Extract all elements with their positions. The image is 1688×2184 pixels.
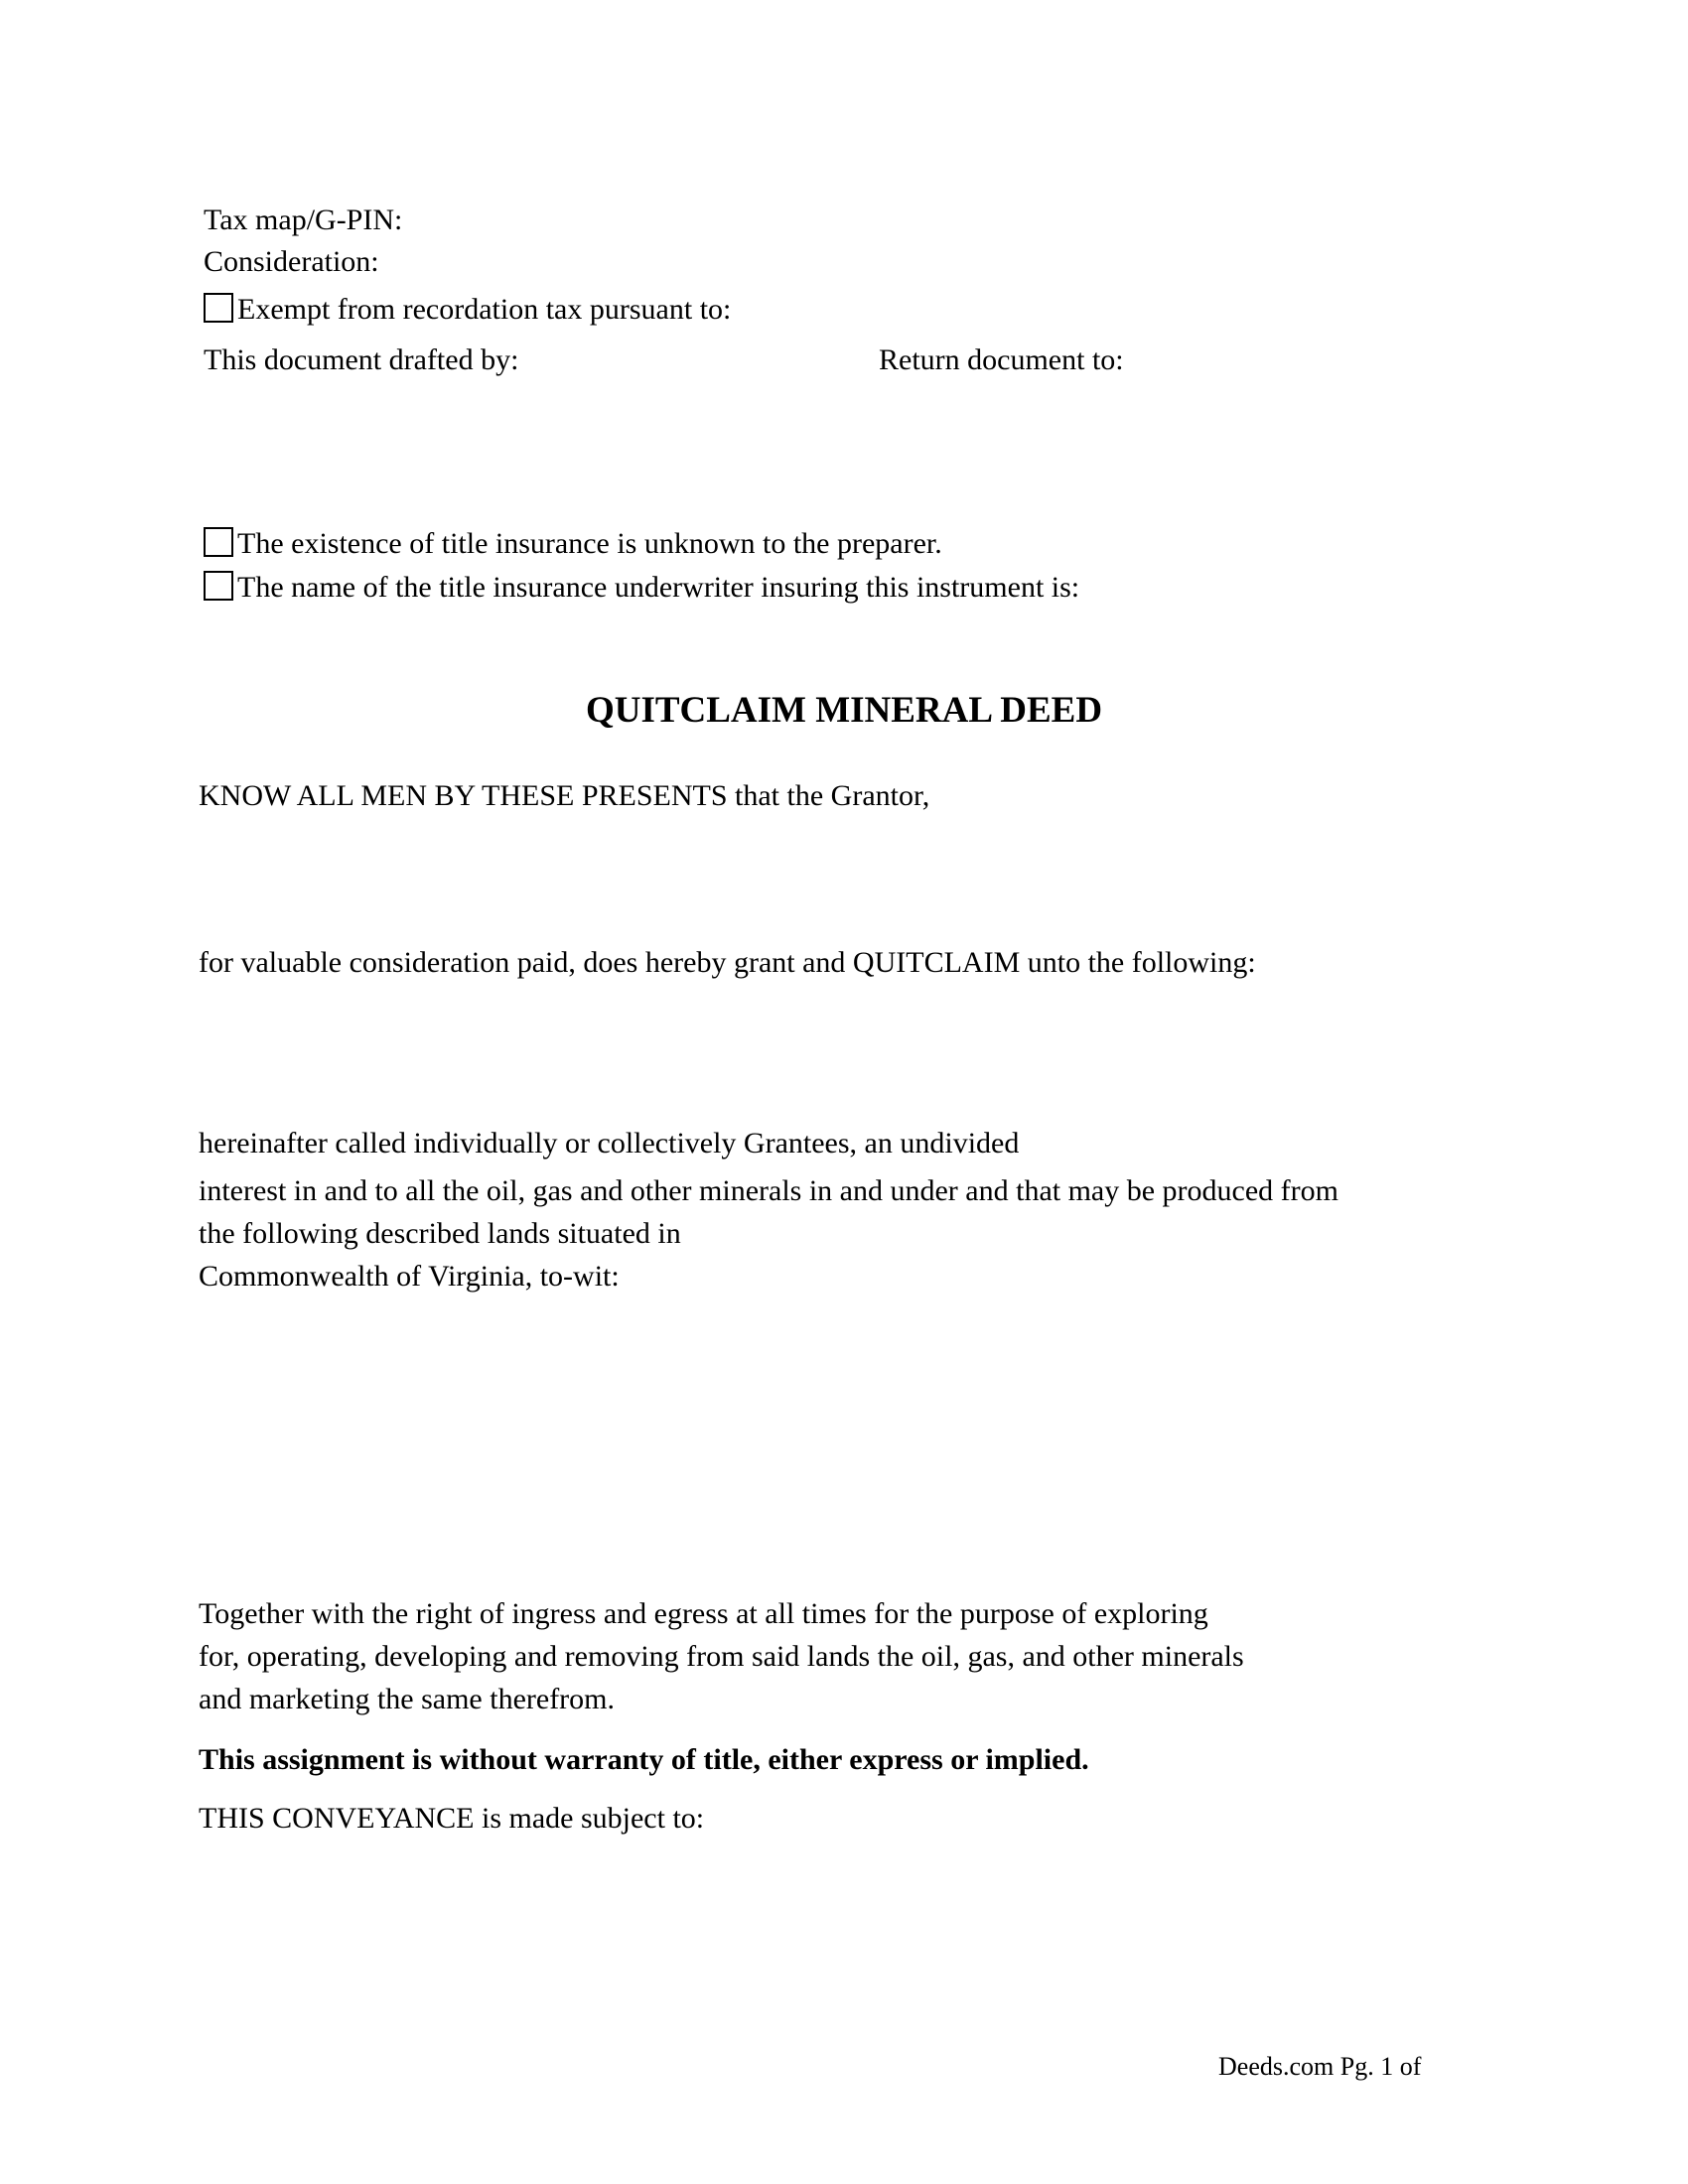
title-insurance-underwriter-label: The name of the title insurance underwriter insuring this instrument is: — [237, 571, 1080, 604]
return-to-label: Return document to: — [879, 343, 1124, 376]
grantees-line: the following described lands situated in — [199, 1217, 681, 1250]
title-insurance-unknown-checkbox[interactable] — [204, 527, 233, 557]
title-insurance-unknown-row — [204, 526, 942, 562]
ingress-line: for, operating, developing and removing from said lands the oil, gas, and other minerals — [199, 1640, 1244, 1673]
consideration-paid-text: for valuable consideration paid, does hereby grant and QUITCLAIM unto the following: — [199, 946, 1256, 979]
deed-title: QUITCLAIM MINERAL DEED — [585, 690, 1103, 731]
ingress-line: and marketing the same therefrom. — [199, 1683, 616, 1715]
exempt-label: Exempt from recordation tax pursuant to: — [237, 293, 732, 326]
title-insurance-unknown-label: The existence of title insurance is unknown to the preparer. — [237, 527, 942, 560]
tax-map-label: Tax map/G-PIN: — [204, 204, 403, 236]
know-all-men-text: KNOW ALL MEN BY THESE PRESENTS that the Grantor, — [199, 779, 930, 812]
drafted-by-label: This document drafted by: — [204, 343, 519, 376]
grantees-line: hereinafter called individually or collectively Grantees, an undivided — [199, 1127, 1020, 1160]
title-insurance-underwriter-checkbox[interactable] — [204, 571, 233, 601]
grantees-line: interest in and to all the oil, gas and other minerals in and under and that may be produced from — [199, 1174, 1338, 1207]
warranty-disclaimer: This assignment is without warranty of title, either express or implied. — [199, 1743, 1089, 1776]
exempt-row — [204, 292, 731, 328]
consideration-label: Consideration: — [204, 245, 379, 278]
conveyance-text: THIS CONVEYANCE is made subject to: — [199, 1802, 705, 1835]
grantees-line: Commonwealth of Virginia, to-wit: — [199, 1260, 620, 1293]
ingress-line: Together with the right of ingress and egress at all times for the purpose of exploring — [199, 1597, 1208, 1630]
page-footer: Deeds.com Pg. 1 of — [1218, 2052, 1422, 2081]
title-insurance-underwriter-row — [204, 570, 1079, 606]
exempt-checkbox[interactable] — [204, 293, 233, 323]
